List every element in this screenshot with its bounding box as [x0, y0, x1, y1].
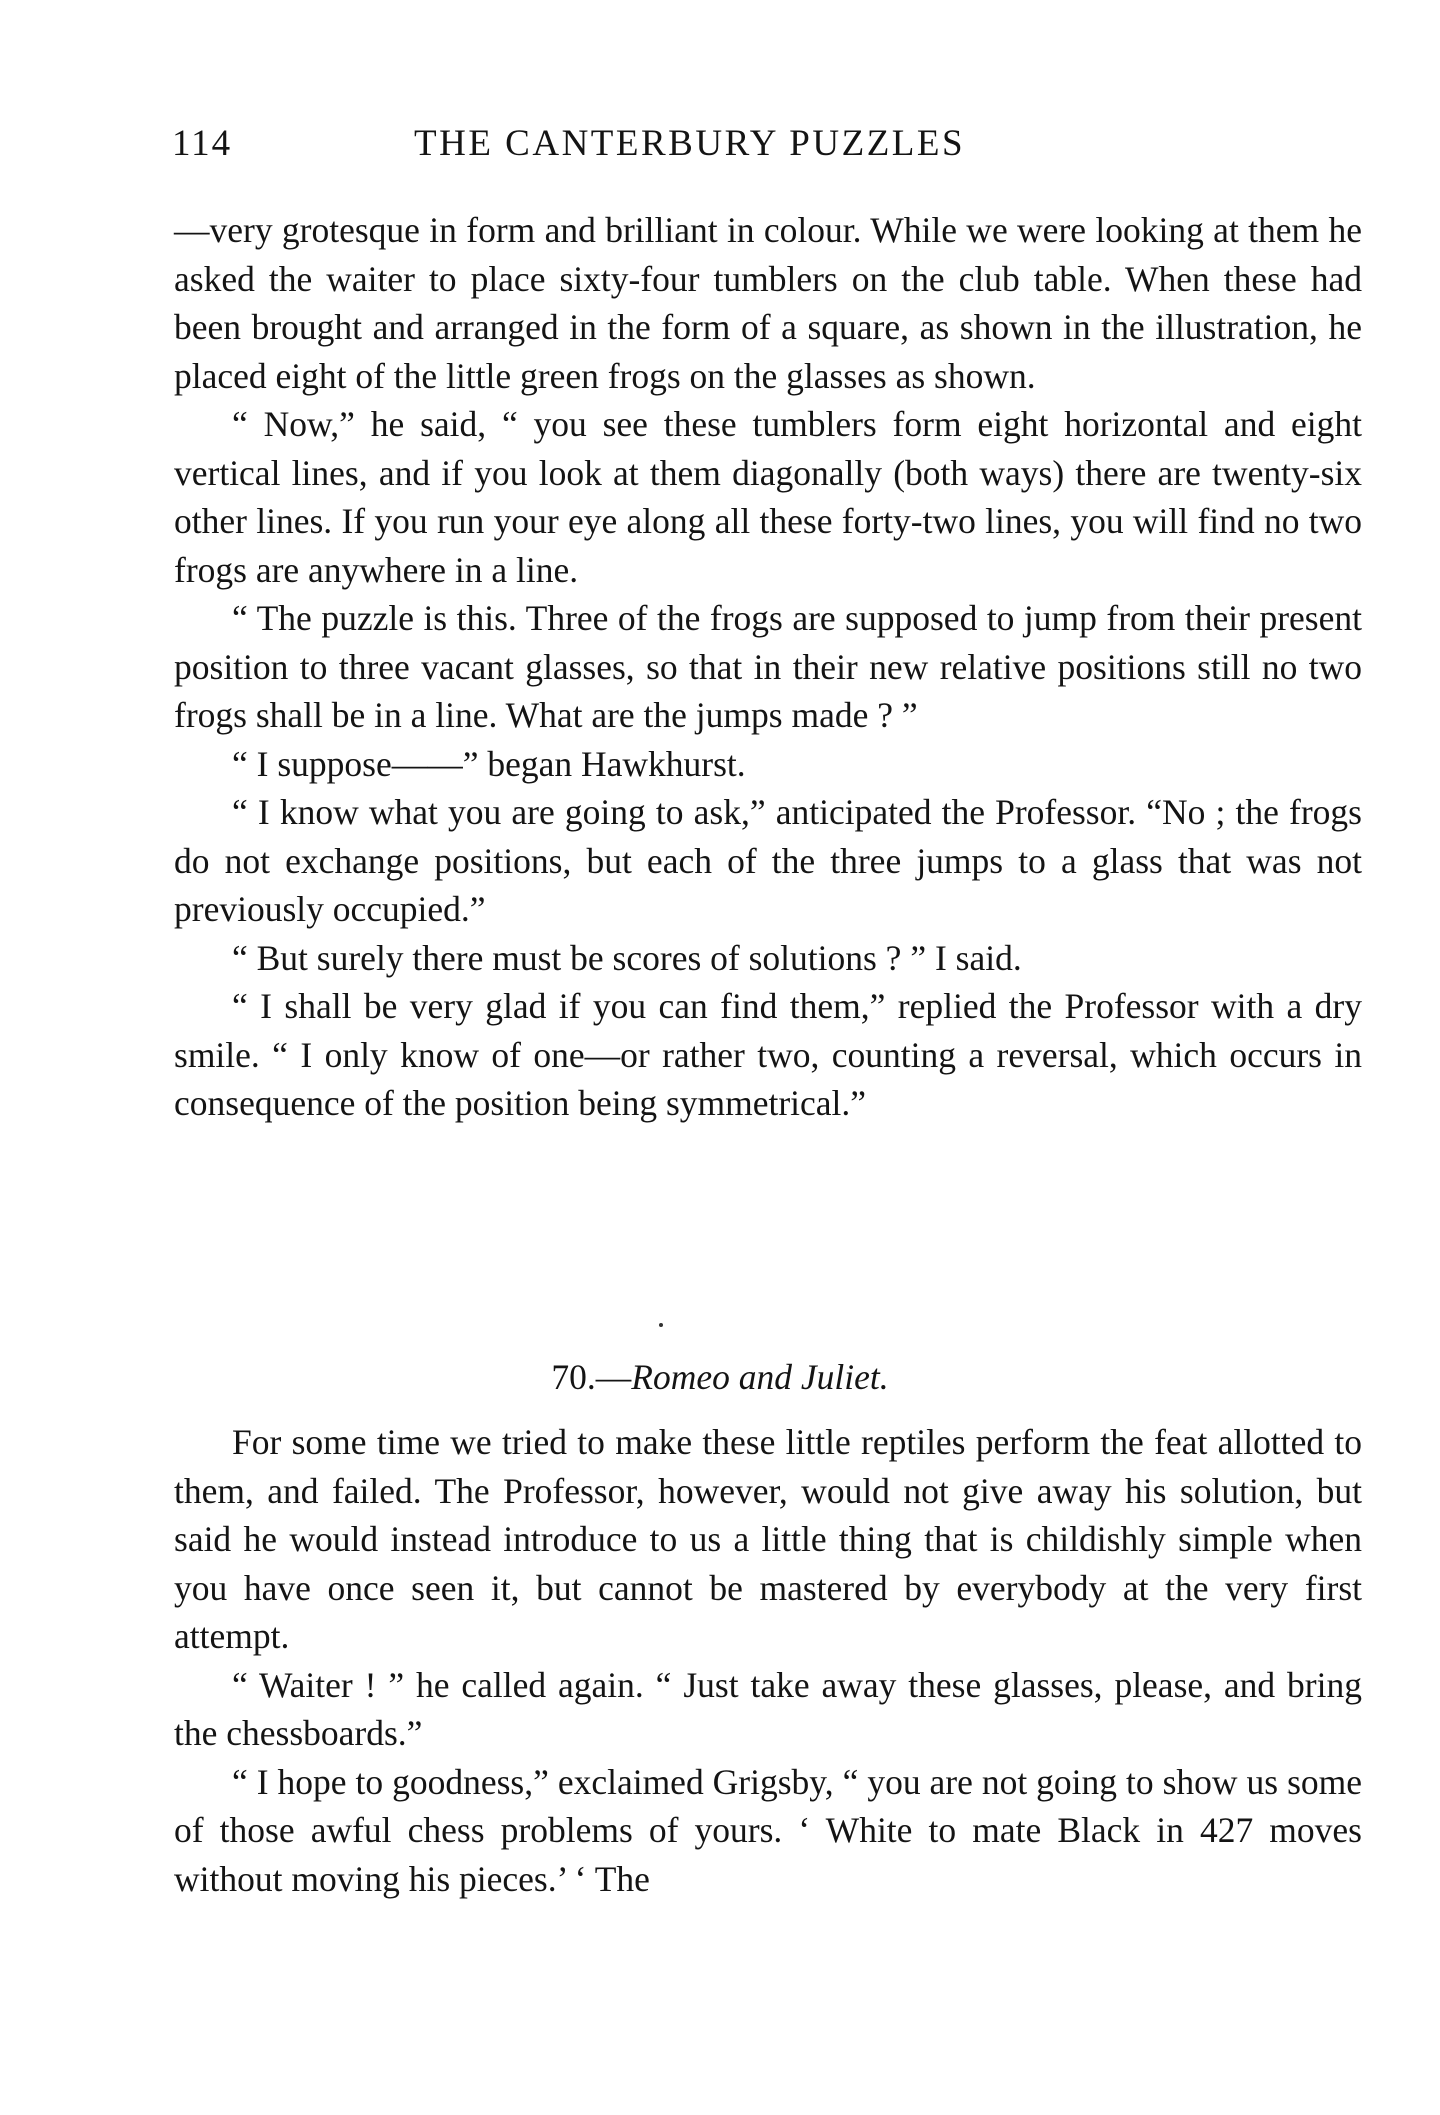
printer-mark — [659, 1323, 663, 1327]
paragraph: “ Now,” he said, “ you see these tumblers form eight horizontal and eight vertical lines, and if you look at them diagonally (both ways) there are twenty-six other lines. If you run your eye along all these forty-two lines, you will find no two frogs are anywhere in a line. — [174, 404, 1362, 590]
paragraph: “ I hope to goodness,” exclaimed Grigsby, “ you are not going to show us some of those awful chess problems of yours. ‘ White to mate Black in 427 moves without moving his pieces.’ ‘ The — [174, 1761, 1362, 1899]
section-heading — [0, 1356, 1440, 1398]
paragraph: “ The puzzle is this. Three of the frogs are supposed to jump from their present position to three vacant glasses, so that in their new relative positions still no two frogs shall be in a line. What are the jumps made ? ” — [174, 598, 1362, 735]
frogs-puzzle-text — [174, 206, 1362, 1128]
paragraph: “ I know what you are going to ask,” anticipated the Professor. “No ; the frogs do not exchange positions, but each of the three jumps to a glass that was not previously occupied.” — [174, 792, 1362, 929]
page-number: 114 — [172, 123, 233, 164]
romeo-juliet-text — [174, 1418, 1362, 1903]
paragraph: —very grotesque in form and brilliant in colour. While we were looking at them he asked the waiter to place sixty-four tumblers on the club table. When these had been brought and arranged in the form of a square, as shown in the illustration, he placed eight of the little green frogs on the glasses as shown. — [174, 210, 1362, 396]
puzzle-title: Romeo and Juliet. — [631, 1357, 889, 1397]
running-title: THE CANTERBURY PUZZLES — [414, 123, 966, 164]
paragraph: “ Waiter ! ” he called again. “ Just take away these glasses, please, and bring the chessboards.” — [174, 1664, 1362, 1753]
running-head — [172, 122, 1362, 174]
paragraph: “ I suppose——” began Hawkhurst. — [232, 743, 746, 784]
paragraph: For some time we tried to make these little reptiles perform the feat allotted to them, and failed. The Professor, however, would not give away his solution, but said he would instead introduce to us a little thing that is childishly simple when you have once seen it, but cannot be mastered by everybody at the very first attempt. — [174, 1422, 1362, 1656]
paragraph: “ I shall be very glad if you can find them,” replied the Professor with a dry smile. “ I only know of one—or rather two, counting a reversal, which occurs in consequence of the position being symmetrical.” — [174, 986, 1362, 1123]
puzzle-number: 70.— — [551, 1357, 632, 1397]
paragraph: “ But surely there must be scores of solutions ? ” I said. — [232, 937, 1022, 978]
